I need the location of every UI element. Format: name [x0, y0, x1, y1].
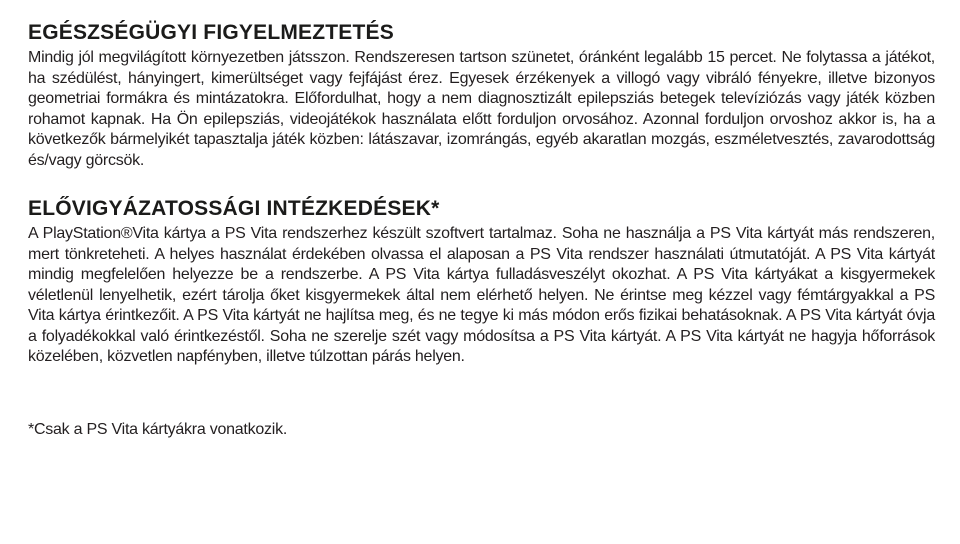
health-warning-heading: EGÉSZSÉGÜGYI FIGYELMEZTETÉS: [28, 21, 394, 44]
footnote: *Csak a PS Vita kártyákra vonatkozik.: [28, 420, 288, 438]
precautions-section: [28, 197, 935, 368]
health-warning-text: Mindig jól megvilágított környezetben játsszon. Rendszeresen tartson szünetet, óránként legalább 15 percet. Ne folytassa a játékot, ha szédülést, hányingert, kimerültséget vagy fejfájást érez. Egyesek érzékenyek a villogó vagy vibráló fényekre, illetve bizonyos geometriai formákra és mintázatokra. Előfordulhat, hogy a nem diagnosztizált epilepsziás betegek televíziózás vagy játék közben rohamot kapnak. Ha Ön epilepsziás, videojátékok használata előtt forduljon orvosához. Azonnal forduljon orvoshoz akkor is, ha a következők bármelyikét tapasztalja játék közben: látászavar, izomrángás, egyéb akaratlan mozgás, eszméletvesztés, zavarodottság és/vagy görcsök.: [28, 49, 935, 169]
health-warning-section: [28, 21, 935, 171]
precautions-heading: ELŐVIGYÁZATOSSÁGI INTÉZKEDÉSEK*: [28, 197, 440, 220]
precautions-text: A PlayStation®Vita kártya a PS Vita rendszerhez készült szoftvert tartalmaz. Soha ne használja a PS Vita kártyát más rendszeren, mert tönkreteheti. A helyes használat érdekében olvassa el alaposan a PS Vita rendszer használati útmutatóját. A PS Vita kártyát mindig megfelelően helyezze be a rendszerbe. A PS Vita kártya fulladásveszélyt okozhat. A PS Vita kártyákat a kisgyermekek véletlenül lenyelhetik, ezért tárolja őket kisgyermekek által nem elérhető helyen. Ne érintse meg kézzel vagy fémtárgyakkal a PS Vita kártya érintkezőit. A PS Vita kártyát ne hajlítsa meg, és ne tegye ki más módon erős fizikai behatásoknak. A PS Vita kártyát óvja a folyadékokkal való érintkezéstől. Soha ne szerelje szét vagy módosítsa a PS Vita kártyát. A PS Vita kártyát ne hagyja hőforrások közelében, közvetlen napfényben, illetve túlzottan párás helyen.: [28, 225, 935, 365]
